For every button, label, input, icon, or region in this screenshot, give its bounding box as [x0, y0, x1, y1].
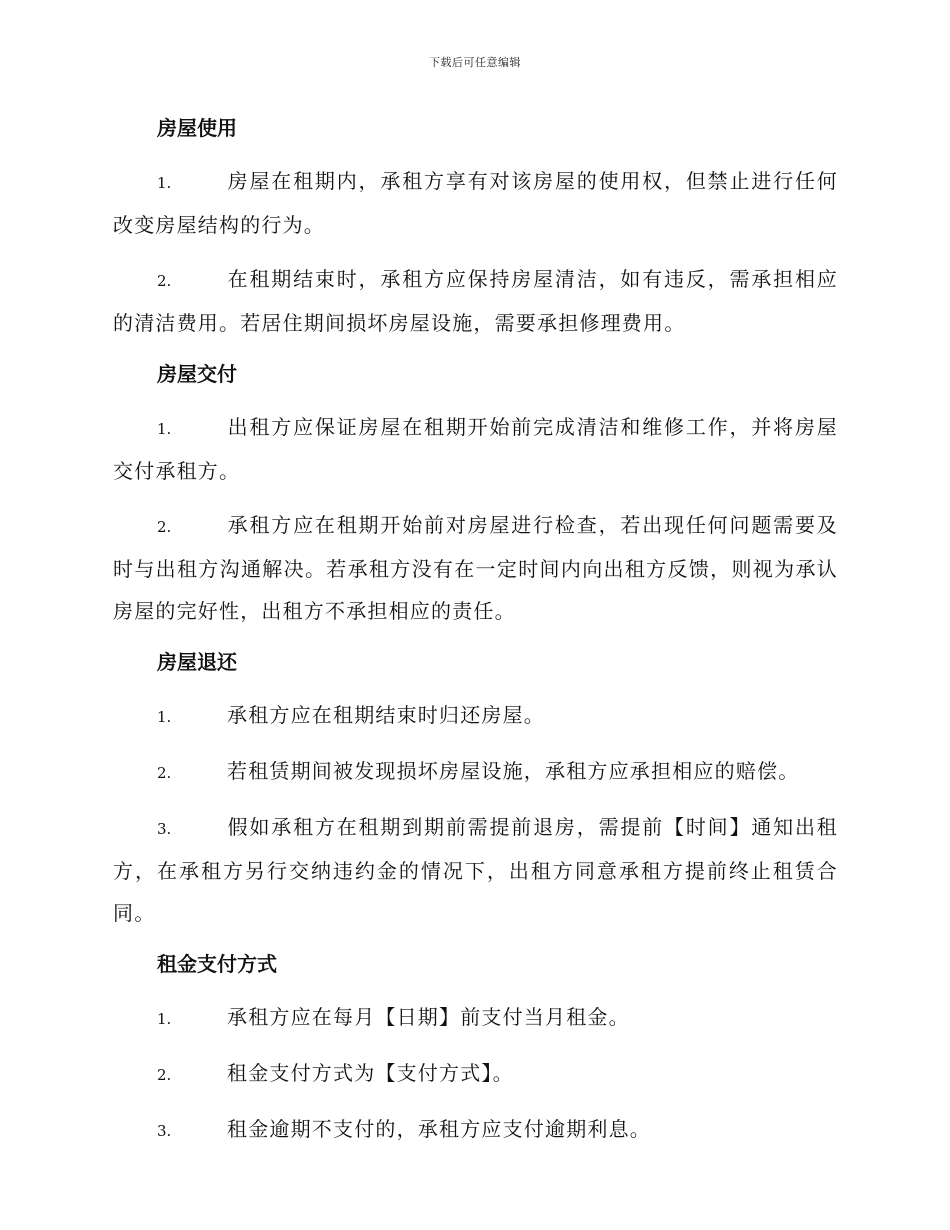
list-item [113, 694, 838, 738]
item-number: 1. [157, 174, 172, 192]
item-number: 2. [157, 518, 172, 536]
header-note: 下载后可任意编辑 [429, 56, 521, 69]
item-text: 承租方应在租期结束时归还房屋。 [227, 703, 545, 727]
list-item [113, 806, 838, 934]
item-text: 出租方应保证房屋在租期开始前完成清洁和维修工作，并将房屋交付承租方。 [113, 415, 838, 483]
item-text: 承租方应在租期开始前对房屋进行检查，若出现任何问题需要及时与出租方沟通解决。若承租方没有在一定时间内向出租方反馈，则视为承认房屋的完好性，出租方不承担相应的责任。 [113, 513, 838, 623]
item-number: 1. [157, 708, 172, 726]
list-item [113, 160, 838, 246]
section-title: 租金支付方式 [157, 952, 277, 976]
section-rent-payment [113, 944, 838, 1152]
section-house-use [113, 108, 838, 344]
list-item [113, 406, 838, 492]
list-item [113, 1052, 838, 1096]
item-text: 租金支付方式为【支付方式】。 [227, 1061, 514, 1085]
section-title: 房屋交付 [157, 362, 237, 386]
list-item [113, 996, 838, 1040]
item-number: 3. [157, 1122, 172, 1140]
list-item [113, 258, 838, 344]
list-item [113, 504, 838, 632]
section-title: 房屋退还 [157, 650, 237, 674]
section-house-return [113, 642, 838, 934]
section-house-delivery [113, 354, 838, 632]
item-number: 2. [157, 272, 172, 290]
list-item [113, 1108, 838, 1152]
item-text: 房屋在租期内，承租方享有对该房屋的使用权，但禁止进行任何改变房屋结构的行为。 [113, 169, 838, 237]
item-text: 在租期结束时，承租方应保持房屋清洁，如有违反，需承担相应的清洁费用。若居住期间损坏房屋设施，需要承担修理费用。 [113, 267, 838, 335]
item-number: 1. [157, 1010, 172, 1028]
section-title: 房屋使用 [157, 116, 237, 140]
item-text: 租金逾期不支付的，承租方应支付逾期利息。 [227, 1117, 651, 1141]
list-item [113, 750, 838, 794]
item-text: 假如承租方在租期到期前需提前退房，需提前【时间】通知出租方，在承租方另行交纳违约金的情况下，出租方同意承租方提前终止租赁合同。 [113, 815, 838, 925]
item-number: 1. [157, 420, 172, 438]
item-number: 2. [157, 764, 172, 782]
document-content [113, 108, 838, 1162]
item-text: 若租赁期间被发现损坏房屋设施，承租方应承担相应的赔偿。 [227, 759, 800, 783]
item-number: 2. [157, 1066, 172, 1084]
item-number: 3. [157, 820, 172, 838]
item-text: 承租方应在每月【日期】前支付当月租金。 [227, 1005, 630, 1029]
